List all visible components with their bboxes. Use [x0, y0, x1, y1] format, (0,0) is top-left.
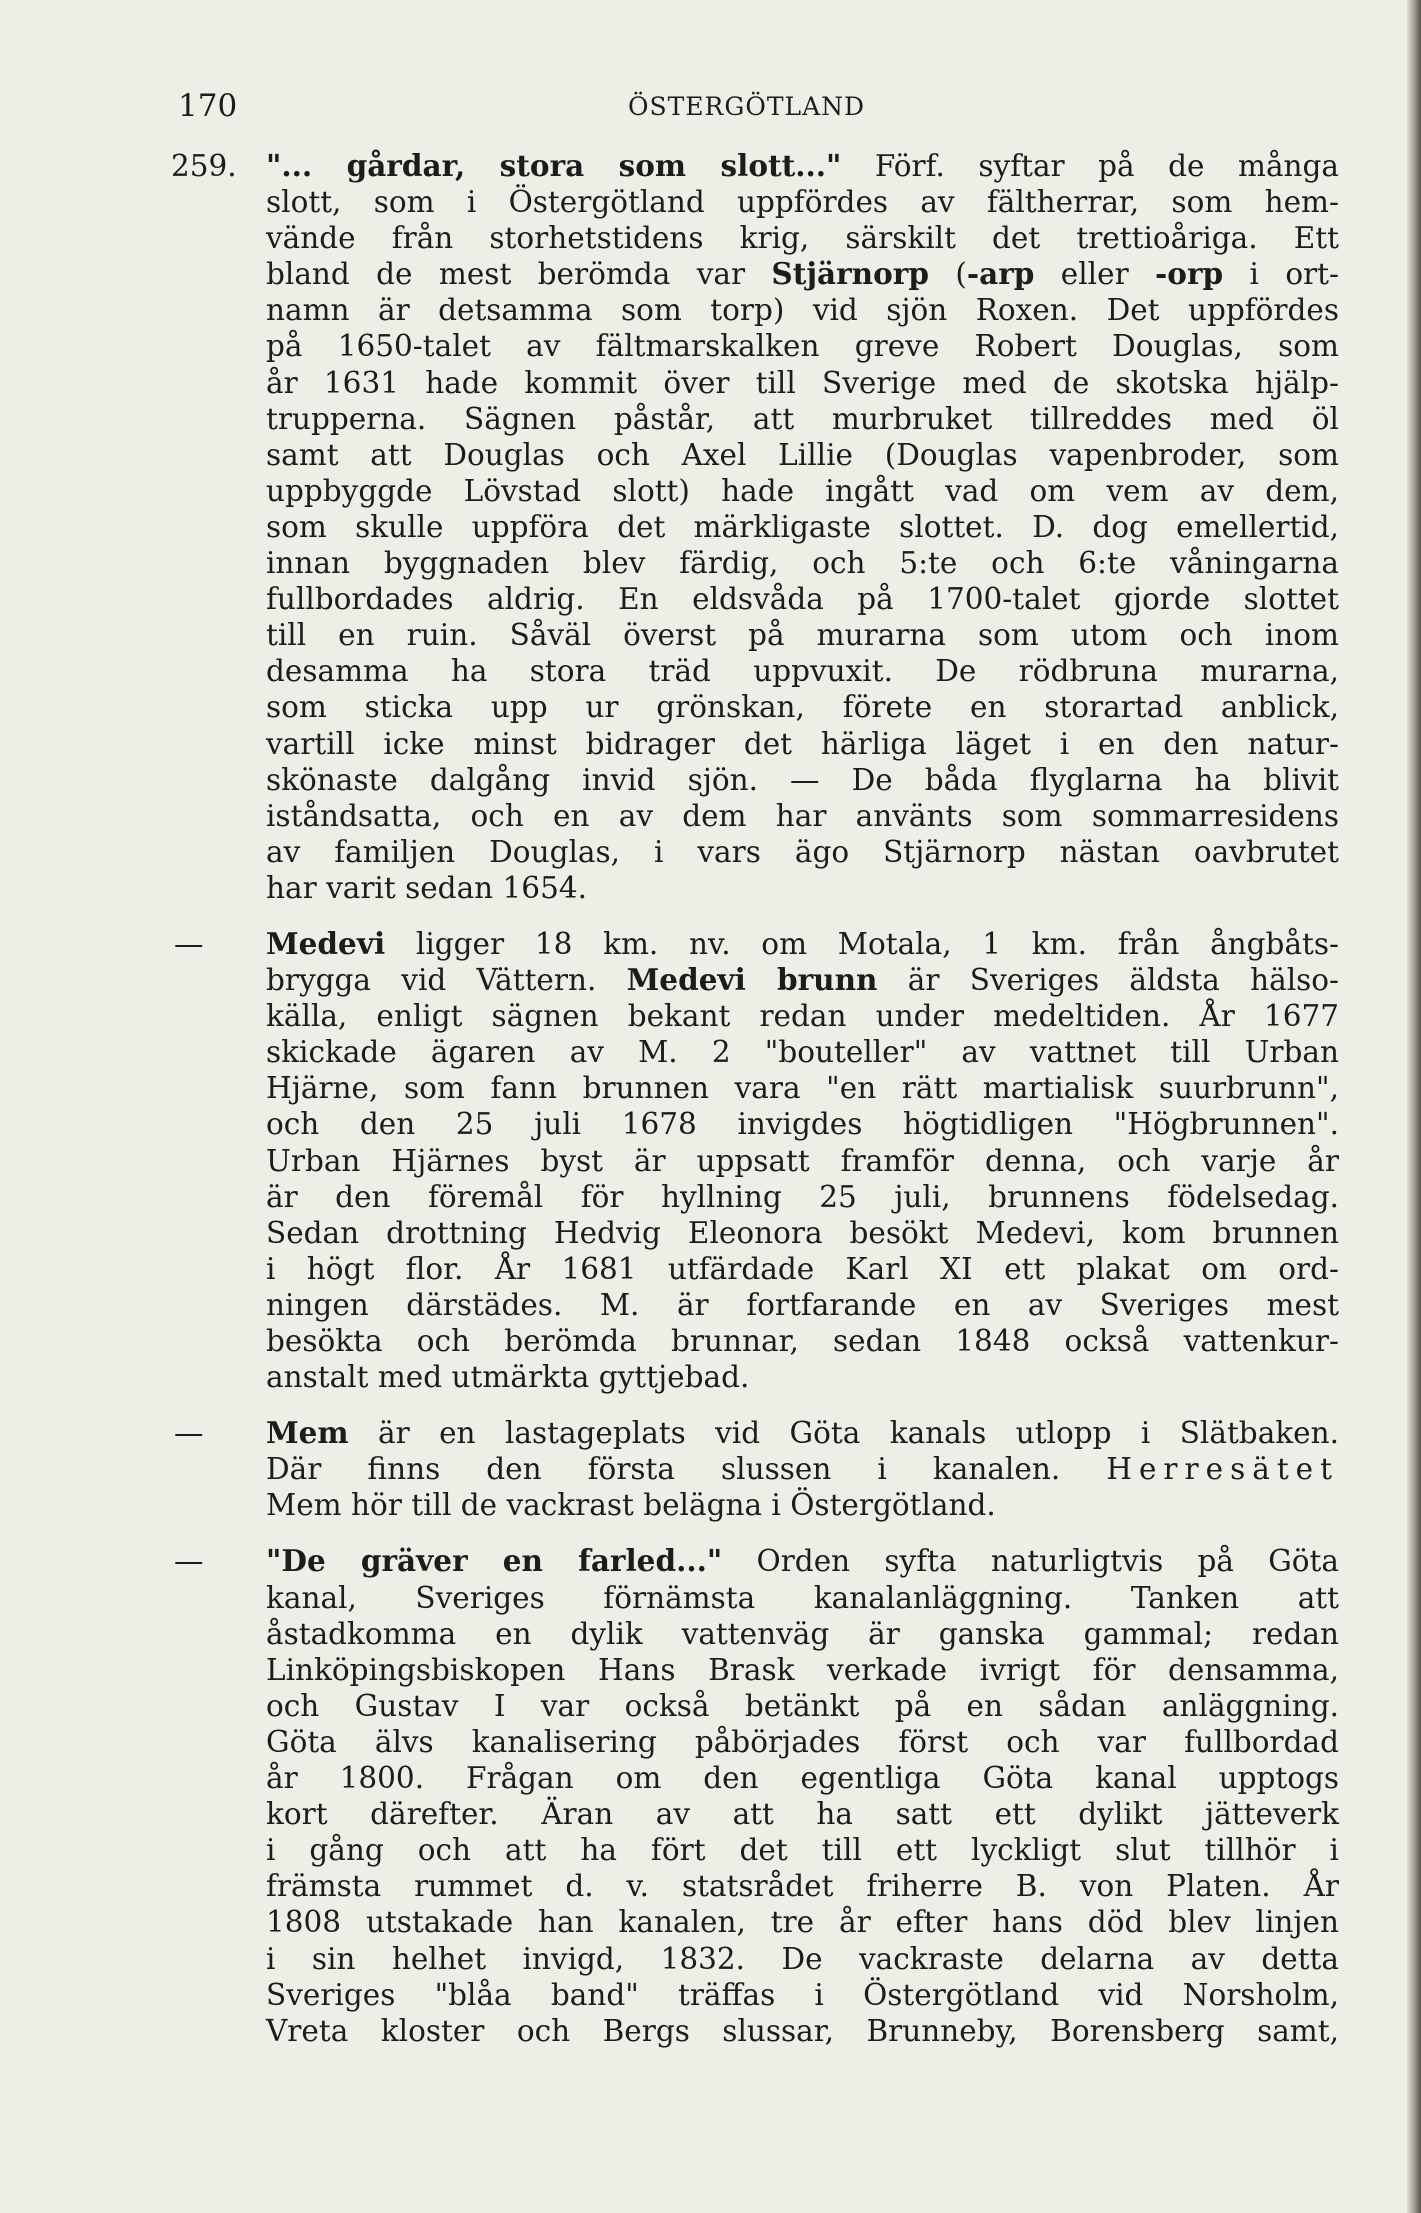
- entry-number: 259.: [171, 149, 237, 183]
- text-line: år 1631 hade kommit över till Sverige med de skotska hjälp-: [266, 365, 1339, 400]
- text-line: Där finns den första slussen i kanalen. Herresätet: [266, 1452, 1339, 1487]
- text-line: är den föremål för hyllning 25 juli, brunnens födelsedag.: [266, 1179, 1339, 1214]
- text-line: i gång och att ha fört det till ett lyckligt slut tillhör i: [266, 1833, 1339, 1868]
- text-line: och Gustav I var också betänkt på en sådan anläggning.: [266, 1688, 1339, 1723]
- text-line: "... gårdar, stora som slott..." Förf. syftar på de många: [266, 148, 1339, 183]
- text-line: namn är detsamma som torp) vid sjön Roxen. Det uppfördes: [266, 293, 1339, 328]
- text-line: skickade ägaren av M. 2 "bouteller" av vattnet till Urban: [266, 1035, 1339, 1070]
- text-line: av familjen Douglas, i vars ägo Stjärnorp nästan oavbrutet: [266, 834, 1339, 869]
- text-line: till en ruin. Såväl överst på murarna som utom och inom: [266, 618, 1339, 653]
- text-line: slott, som i Östergötland uppfördes av fältherrar, som hem-: [266, 185, 1339, 220]
- text-line: källa, enligt sägnen bekant redan under medeltiden. År 1677: [266, 999, 1339, 1034]
- text-line: fullbordades aldrig. En eldsvåda på 1700-talet gjorde slottet: [266, 582, 1339, 617]
- text-line: Hjärne, som fann brunnen vara "en rätt martialisk suurbrunn",: [266, 1071, 1339, 1106]
- text-line: Göta älvs kanalisering påbörjades först och var fullbordad: [266, 1724, 1339, 1759]
- bold-term: -orp: [1155, 256, 1224, 292]
- text-line: "De gräver en farled..." Orden syfta naturligtvis på Göta: [266, 1543, 1339, 1579]
- page-header: [178, 88, 1338, 128]
- text-line: uppbyggde Lövstad slott) hade ingått vad om vem av dem,: [266, 473, 1339, 508]
- text-line: på 1650-talet av fältmarskalken greve Robert Douglas, som: [266, 329, 1339, 364]
- text-line: åstadkomma en dylik vattenväg är ganska gammal; redan: [266, 1616, 1339, 1651]
- text-line: innan byggnaden blev färdig, och 5:te och 6:te våningarna: [266, 546, 1339, 581]
- text-line: Mem hör till de vackrast belägna i Östergötland.: [266, 1488, 996, 1523]
- text-line: Sedan drottning Hedvig Eleonora besökt Medevi, kom brunnen: [266, 1215, 1339, 1250]
- text-line: 1808 utstakade han kanalen, tre år efter hans död blev linjen: [266, 1905, 1339, 1940]
- text-line: som skulle uppföra det märkligaste slottet. D. dog emellertid,: [266, 509, 1339, 544]
- bold-term: -arp: [966, 256, 1035, 292]
- text-line: vartill icke minst bidrager det härliga läget i en den natur-: [266, 726, 1339, 761]
- page-edge: [1407, 0, 1421, 2213]
- text-line: har varit sedan 1654.: [266, 870, 587, 905]
- entry-dash: —: [174, 926, 204, 961]
- body-text: [171, 148, 1340, 2049]
- text-line: och den 25 juli 1678 invigdes högtidligen "Högbrunnen".: [266, 1107, 1339, 1142]
- text-line: Mem är en lastageplats vid Göta kanals utlopp i Slätbaken.: [266, 1415, 1339, 1451]
- text-line: kanal, Sveriges förnämsta kanalanläggning. Tanken att: [266, 1580, 1339, 1615]
- text-line: i sin helhet invigd, 1832. De vackraste delarna av detta: [266, 1941, 1339, 1976]
- text-line: anstalt med utmärkta gyttjebad.: [266, 1360, 750, 1395]
- text-line: Medevi ligger 18 km. nv. om Motala, 1 km. från ångbåts-: [266, 925, 1339, 961]
- text-line: brygga vid Vättern. Medevi brunn är Sveriges äldsta hälso-: [266, 962, 1340, 998]
- bold-term: Mem: [266, 1415, 349, 1451]
- spaced-term: Herresätet: [1106, 1452, 1339, 1487]
- paragraph: [174, 1415, 1339, 1523]
- paragraph: [171, 148, 1340, 906]
- paragraph: [174, 925, 1340, 1395]
- text-line: desamma ha stora träd uppvuxit. De rödbruna murarna,: [266, 654, 1339, 689]
- text-line: Urban Hjärnes byst är uppsatt framför denna, och varje år: [266, 1143, 1339, 1178]
- text-line: ningen därstädes. M. är fortfarande en av Sveriges mest: [266, 1287, 1339, 1322]
- text-line: bland de mest berömda var Stjärnorp (-arp eller -orp i ort-: [266, 256, 1340, 292]
- text-line: besökta och berömda brunnar, sedan 1848 också vattenkur-: [266, 1324, 1339, 1358]
- entry-dash: —: [174, 1416, 204, 1451]
- text-line: Sveriges "blåa band" träffas i Östergötland vid Norsholm,: [266, 1977, 1339, 2012]
- bold-term: Medevi: [266, 925, 386, 961]
- text-line: i högt flor. År 1681 utfärdade Karl XI ett plakat om ord-: [266, 1251, 1339, 1286]
- text-line: trupperna. Sägnen påstår, att murbruket tillreddes med öl: [266, 401, 1339, 436]
- text-line: kort därefter. Äran av att ha satt ett dylikt jätteverk: [266, 1797, 1339, 1832]
- text-line: Vreta kloster och Bergs slussar, Brunneby, Borensberg samt,: [266, 2013, 1339, 2048]
- text-line: samt att Douglas och Axel Lillie (Douglas vapenbroder, som: [266, 437, 1339, 472]
- bold-term: Stjärnorp: [771, 256, 929, 292]
- text-line: skönaste dalgång invid sjön. — De båda flyglarna ha blivit: [266, 762, 1339, 797]
- text-line: vände från storhetstidens krig, särskilt det trettioåriga. Ett: [266, 221, 1339, 256]
- text-line: som sticka upp ur grönskan, förete en storartad anblick,: [266, 690, 1339, 725]
- paragraph: [174, 1543, 1339, 2048]
- text-line: iståndsatta, och en av dem har använts som sommarresidens: [266, 798, 1339, 833]
- bold-term: Medevi brunn: [626, 962, 878, 998]
- bold-term: "... gårdar, stora som slott...": [266, 148, 842, 183]
- entry-dash: —: [174, 1544, 204, 1579]
- text-line: Linköpingsbiskopen Hans Brask verkade ivrigt för densamma,: [266, 1652, 1339, 1687]
- page-number: 170: [178, 88, 238, 124]
- text-line: främsta rummet d. v. statsrådet friherre B. von Platen. År: [266, 1869, 1339, 1904]
- bold-term: "De gräver en farled...": [266, 1543, 723, 1579]
- running-head: ÖSTERGÖTLAND: [628, 92, 866, 121]
- text-line: år 1800. Frågan om den egentliga Göta kanal upptogs: [266, 1761, 1339, 1796]
